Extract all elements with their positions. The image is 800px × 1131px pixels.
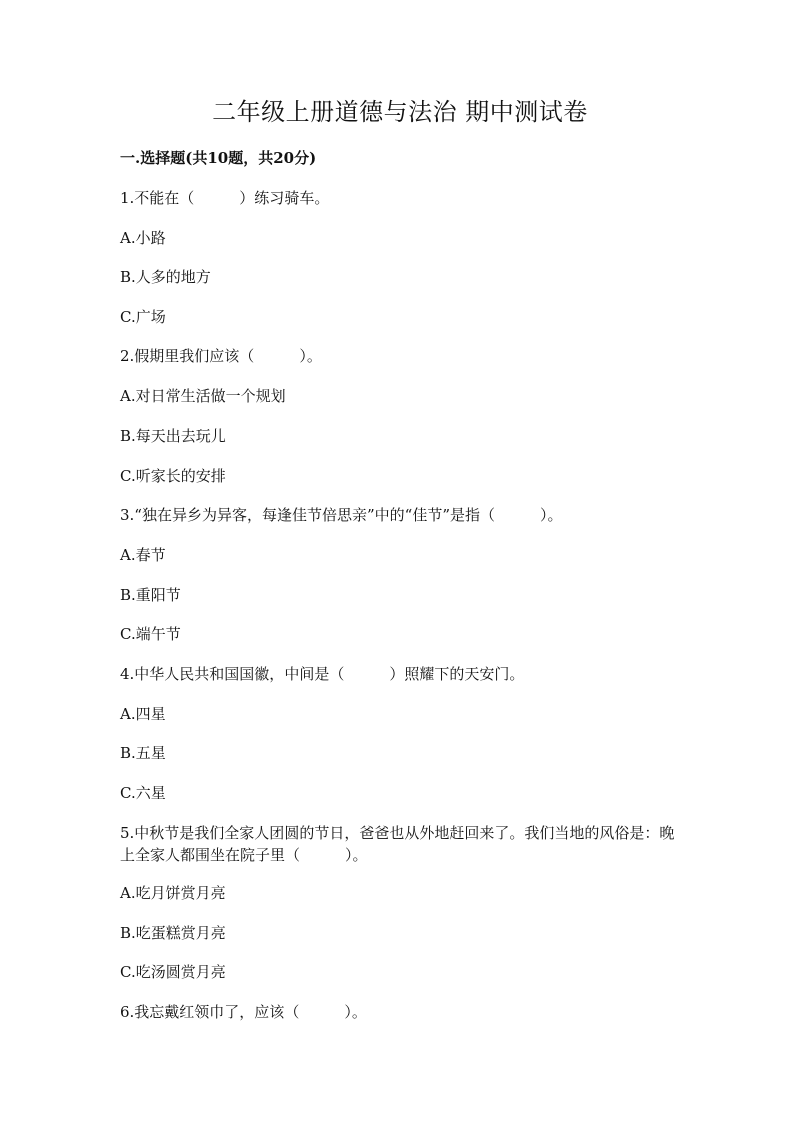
option-4-b: B.五星 xyxy=(120,744,166,762)
option-3-a: A.春节 xyxy=(120,546,166,564)
option-2-c: C.听家长的安排 xyxy=(120,467,226,485)
option-5-c: C.吃汤圆赏月亮 xyxy=(120,963,226,981)
question-stem-2: 2.假期里我们应该（ ）。 xyxy=(120,347,322,365)
option-2-b: B.每天出去玩儿 xyxy=(120,427,226,445)
option-5-a: A.吃月饼赏月亮 xyxy=(120,884,226,902)
option-3-b: B.重阳节 xyxy=(120,586,181,604)
option-5-b: B.吃蛋糕赏月亮 xyxy=(120,924,226,942)
option-1-b: B.人多的地方 xyxy=(120,268,211,286)
question-stem-6: 6.我忘戴红领巾了，应该（ ）。 xyxy=(120,1003,367,1021)
section-heading: 一.选择题(共10题，共20分) xyxy=(120,149,317,167)
option-1-c: C.广场 xyxy=(120,308,166,326)
question-stem-5: 5.中秋节是我们全家人团圆的节日，爸爸也从外地赶回来了。我们当地的风俗是：晚上全家人都围坐在院子里（ ）。 xyxy=(120,824,675,864)
option-4-c: C.六星 xyxy=(120,784,166,802)
question-stem-3: 3.“独在异乡为异客，每逢佳节倍思亲”中的“佳节”是指（ ）。 xyxy=(120,506,563,524)
option-4-a: A.四星 xyxy=(120,705,166,723)
question-stem-1: 1.不能在（ ）练习骑车。 xyxy=(120,189,330,207)
option-3-c: C.端午节 xyxy=(120,625,181,643)
page-title: 二年级上册道德与法治 期中测试卷 xyxy=(212,98,588,126)
option-2-a: A.对日常生活做一个规划 xyxy=(120,387,286,405)
option-1-a: A.小路 xyxy=(120,229,166,247)
question-stem-4: 4.中华人民共和国国徽，中间是（ ）照耀下的天安门。 xyxy=(120,665,525,683)
